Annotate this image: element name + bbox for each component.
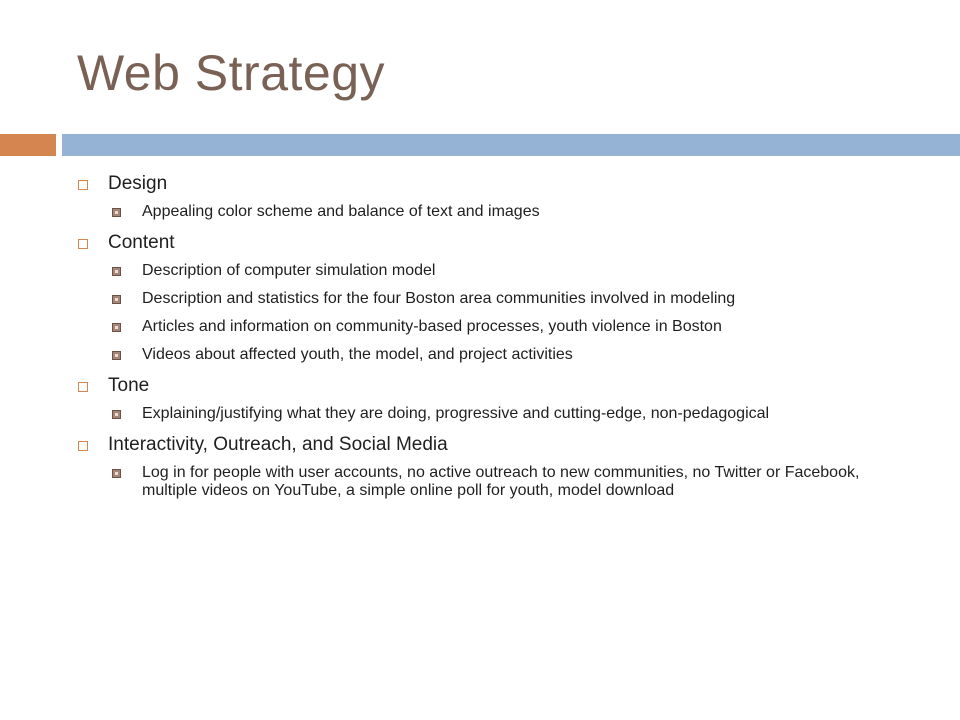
section-heading: Tone <box>108 375 150 396</box>
filled-square-bullet-icon <box>112 410 121 419</box>
accent-bar-orange <box>0 134 56 156</box>
hollow-square-bullet-icon <box>78 180 88 190</box>
section-heading: Design <box>108 173 168 194</box>
list-item <box>108 464 908 500</box>
list-item-text: Description and statistics for the four Boston area communities involved in modeling <box>142 290 736 307</box>
list-item <box>108 405 908 423</box>
section-heading: Interactivity, Outreach, and Social Media <box>108 434 448 455</box>
list-item <box>108 290 908 308</box>
list-item-text: Articles and information on community-based processes, youth violence in Boston <box>142 318 722 335</box>
list-item <box>108 318 908 336</box>
tone-items <box>78 405 908 423</box>
filled-square-bullet-icon <box>112 208 121 217</box>
list-item <box>108 262 908 280</box>
filled-square-bullet-icon <box>112 323 121 332</box>
list-item <box>108 203 908 221</box>
list-item-text: Description of computer simulation model <box>142 262 436 279</box>
section-heading: Content <box>108 232 175 253</box>
hollow-square-bullet-icon <box>78 239 88 249</box>
bullet-list <box>78 172 908 510</box>
list-item-text: Log in for people with user accounts, no active outreach to new communities, no Twitter or Facebook, multiple videos on YouTube, a simple online poll for youth, model download <box>142 464 860 499</box>
filled-square-bullet-icon <box>112 267 121 276</box>
list-item <box>108 346 908 364</box>
slide-title: Web Strategy <box>77 45 386 101</box>
design-items <box>78 203 908 221</box>
accent-bar-blue <box>62 134 960 156</box>
list-item-text: Appealing color scheme and balance of text and images <box>142 203 540 220</box>
section-design <box>78 172 908 196</box>
filled-square-bullet-icon <box>112 351 121 360</box>
filled-square-bullet-icon <box>112 469 121 478</box>
list-item-text: Explaining/justifying what they are doing, progressive and cutting-edge, non-pedagogical <box>142 405 770 422</box>
filled-square-bullet-icon <box>112 295 121 304</box>
section-content <box>78 231 908 255</box>
section-interactivity <box>78 433 908 457</box>
hollow-square-bullet-icon <box>78 382 88 392</box>
interactivity-items <box>78 464 908 500</box>
list-item-text: Videos about affected youth, the model, and project activities <box>142 346 573 363</box>
content-items <box>78 262 908 364</box>
section-tone <box>78 374 908 398</box>
hollow-square-bullet-icon <box>78 441 88 451</box>
